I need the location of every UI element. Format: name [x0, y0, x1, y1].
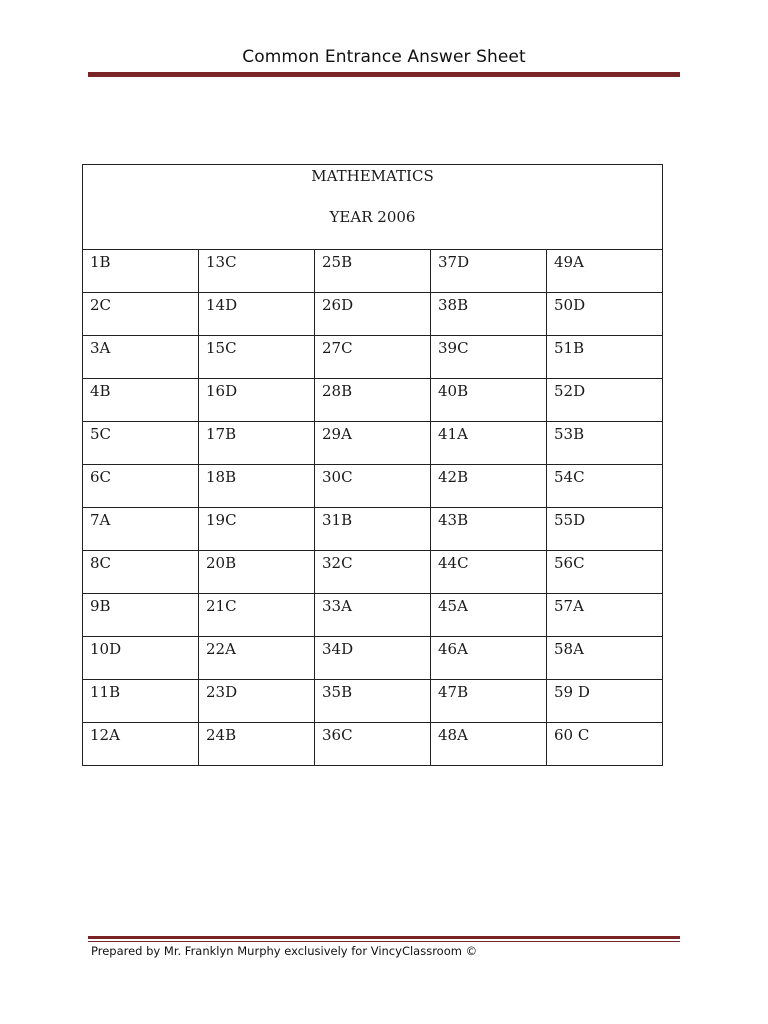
table-row: [83, 293, 663, 336]
answer-cell: [315, 422, 431, 465]
answer-cell: [547, 551, 663, 594]
answer-cell: [547, 250, 663, 293]
answer-value: 6C: [90, 468, 112, 486]
answer-value: 28B: [322, 382, 353, 400]
answer-value: 25B: [322, 253, 353, 271]
answer-cell: [199, 379, 315, 422]
answer-value: 31B: [322, 511, 353, 529]
answer-cell: [431, 293, 547, 336]
answer-value: 29A: [322, 425, 352, 443]
answer-value: 57A: [554, 597, 584, 615]
table-row: [83, 637, 663, 680]
answer-value: 22A: [206, 640, 236, 658]
answer-value: 14D: [206, 296, 238, 314]
table-row: [83, 680, 663, 723]
answer-value: 18B: [206, 468, 237, 486]
answer-value: 56C: [554, 554, 585, 572]
answer-cell: [199, 723, 315, 766]
answer-cell: [547, 422, 663, 465]
answer-value: 54C: [554, 468, 585, 486]
answer-value: 32C: [322, 554, 353, 572]
answer-value: 17B: [206, 425, 237, 443]
answer-value: 20B: [206, 554, 237, 572]
answer-value: 7A: [90, 511, 111, 529]
answer-cell: [547, 293, 663, 336]
answer-cell: [315, 723, 431, 766]
answer-value: 52D: [554, 382, 586, 400]
answer-cell: [315, 680, 431, 723]
answer-cell: [315, 637, 431, 680]
table-row: [83, 551, 663, 594]
answer-value: 10D: [90, 640, 122, 658]
answer-value: 35B: [322, 683, 353, 701]
answer-cell: [315, 336, 431, 379]
answer-value: 45A: [438, 597, 468, 615]
table-row: [83, 465, 663, 508]
answer-value: 37D: [438, 253, 470, 271]
answer-cell: [315, 379, 431, 422]
answer-cell: [547, 594, 663, 637]
answer-value: 43B: [438, 511, 469, 529]
footer-credit: Prepared by Mr. Franklyn Murphy exclusively for VincyClassroom ©: [91, 944, 478, 958]
answer-value: 59 D: [554, 683, 590, 701]
answer-value: 1B: [90, 253, 111, 271]
answer-value: 47B: [438, 683, 469, 701]
answer-value: 12A: [90, 726, 120, 744]
answer-value: 2C: [90, 296, 112, 314]
answer-cell: [431, 594, 547, 637]
header-divider: [88, 72, 680, 77]
answer-value: 21C: [206, 597, 237, 615]
answer-value: 58A: [554, 640, 584, 658]
year-title: YEAR 2006: [329, 208, 416, 226]
answer-value: 33A: [322, 597, 352, 615]
answer-cell: [315, 293, 431, 336]
answer-cell: [431, 336, 547, 379]
answer-cell: [431, 680, 547, 723]
answer-cell: [199, 422, 315, 465]
answer-value: 5C: [90, 425, 112, 443]
table-row: [83, 594, 663, 637]
table-row: [83, 250, 663, 293]
answer-value: 15C: [206, 339, 237, 357]
answer-cell: [431, 508, 547, 551]
answer-value: 44C: [438, 554, 469, 572]
answer-value: 53B: [554, 425, 585, 443]
answer-value: 46A: [438, 640, 468, 658]
answer-cell: [547, 336, 663, 379]
page-header-title: Common Entrance Answer Sheet: [242, 47, 526, 67]
answer-cell: [83, 508, 199, 551]
answer-cell: [315, 250, 431, 293]
answer-value: 51B: [554, 339, 585, 357]
answer-value: 9B: [90, 597, 111, 615]
answer-cell: [431, 465, 547, 508]
answer-cell: [83, 336, 199, 379]
answer-value: 48A: [438, 726, 468, 744]
answer-cell: [547, 379, 663, 422]
answer-cell: [83, 594, 199, 637]
table-row: [83, 723, 663, 766]
answer-cell: [431, 551, 547, 594]
answer-cell: [547, 680, 663, 723]
table-row: [83, 379, 663, 422]
answer-value: 55D: [554, 511, 586, 529]
answer-cell: [431, 637, 547, 680]
answer-cell: [199, 637, 315, 680]
answer-value: 8C: [90, 554, 112, 572]
footer-divider-thick: [88, 936, 680, 939]
answer-cell: [199, 250, 315, 293]
answer-value: 49A: [554, 253, 584, 271]
answer-value: 40B: [438, 382, 469, 400]
answer-value: 60 C: [554, 726, 590, 744]
answer-cell: [83, 551, 199, 594]
answer-cell: [431, 379, 547, 422]
answer-cell: [83, 637, 199, 680]
answer-value: 39C: [438, 339, 469, 357]
answer-cell: [547, 637, 663, 680]
table-row: [83, 422, 663, 465]
answer-value: 30C: [322, 468, 353, 486]
footer-divider-thin: [88, 941, 680, 942]
answer-cell: [83, 379, 199, 422]
answer-cell: [315, 465, 431, 508]
answer-cell: [547, 508, 663, 551]
answer-value: 3A: [90, 339, 111, 357]
answer-value: 19C: [206, 511, 237, 529]
answer-cell: [199, 594, 315, 637]
answer-cell: [83, 422, 199, 465]
answer-value: 34D: [322, 640, 354, 658]
table-row: [83, 336, 663, 379]
answer-value: 27C: [322, 339, 353, 357]
answer-cell: [83, 723, 199, 766]
answer-value: 50D: [554, 296, 586, 314]
answer-value: 38B: [438, 296, 469, 314]
answer-cell: [199, 293, 315, 336]
answer-value: 41A: [438, 425, 468, 443]
answer-cell: [547, 465, 663, 508]
answer-cell: [83, 680, 199, 723]
answer-value: 36C: [322, 726, 353, 744]
answer-cell: [431, 250, 547, 293]
answer-cell: [199, 508, 315, 551]
answer-value: 42B: [438, 468, 469, 486]
answer-value: 11B: [90, 683, 121, 701]
answer-cell: [199, 465, 315, 508]
answer-cell: [83, 250, 199, 293]
answer-table: [82, 164, 663, 766]
answer-cell: [199, 336, 315, 379]
answer-cell: [315, 594, 431, 637]
subject-title: MATHEMATICS: [311, 167, 434, 185]
answer-value: 4B: [90, 382, 111, 400]
answer-cell: [199, 551, 315, 594]
answer-cell: [199, 680, 315, 723]
answer-value: 16D: [206, 382, 238, 400]
answer-cell: [315, 551, 431, 594]
answer-cell: [83, 465, 199, 508]
table-row: [83, 508, 663, 551]
table-title-row: [83, 165, 663, 250]
answer-cell: [547, 723, 663, 766]
answer-cell: [315, 508, 431, 551]
answer-cell: [83, 293, 199, 336]
answer-cell: [431, 422, 547, 465]
answer-value: 13C: [206, 253, 237, 271]
answer-cell: [431, 723, 547, 766]
table-title-cell: [83, 165, 663, 250]
answer-value: 26D: [322, 296, 354, 314]
answer-value: 24B: [206, 726, 237, 744]
answer-value: 23D: [206, 683, 238, 701]
